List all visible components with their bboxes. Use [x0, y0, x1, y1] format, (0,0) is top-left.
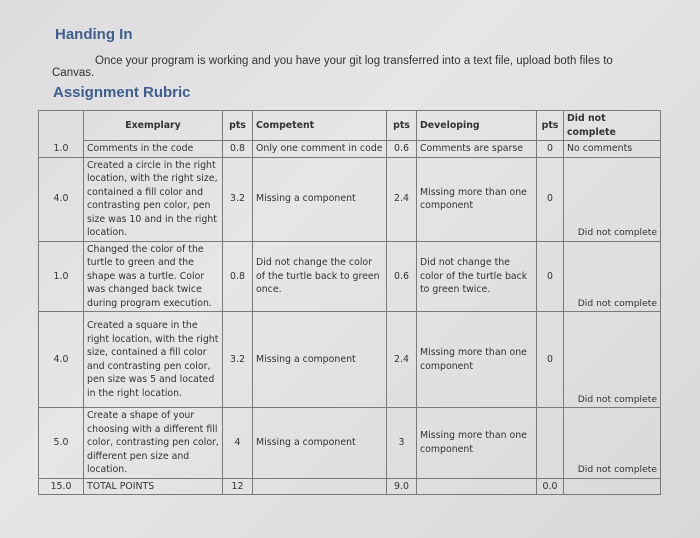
row5-not-complete: Did not complete	[564, 408, 661, 479]
handing-in-text-line2: Canvas.	[52, 67, 95, 79]
row5-competent: Missing a component	[253, 408, 387, 479]
rubric-row-2	[39, 157, 661, 241]
row2-exemplary: Created a circle in the right location, with the right size, contained a fill color and contrasting pen color, pen size was 10 and in the right location.	[84, 157, 223, 241]
row4-not-pts: 0	[537, 312, 564, 408]
row2-competent-pts: 3.2	[223, 157, 253, 241]
row1-competent: Only one comment in code	[253, 141, 387, 158]
row2-developing: Missing more than one component	[417, 157, 537, 241]
row5-developing: Missing more than one component	[417, 408, 537, 479]
row5-exemplary: Create a shape of your choosing with a different fill color, contrasting pen color, different pen size and location.	[84, 408, 223, 479]
total-not-pts: 0.0	[537, 478, 564, 495]
row2-competent: Missing a component	[253, 157, 387, 241]
header-exemplary: Exemplary	[84, 111, 223, 141]
row5-competent-pts: 4	[223, 408, 253, 479]
row1-points: 1.0	[39, 111, 84, 158]
row1-competent-pts: 0.8	[223, 141, 253, 158]
rubric-heading: Assignment Rubric	[53, 84, 191, 101]
rubric-total-row	[39, 478, 661, 495]
row2-points: 4.0	[39, 157, 84, 241]
row1-exemplary: Comments in the code	[84, 141, 223, 158]
row4-not-complete: Did not complete	[564, 312, 661, 408]
rubric-row-5	[39, 408, 661, 479]
header-pts-developing: pts	[387, 111, 417, 141]
row1-developing: Comments are sparse	[417, 141, 537, 158]
total-developing-pts: 9.0	[387, 478, 417, 495]
row5-not-pts	[537, 408, 564, 479]
row2-developing-pts: 2.4	[387, 157, 417, 241]
total-competent-pts: 12	[223, 478, 253, 495]
row3-competent: Did not change the color of the turtle back to green once.	[253, 241, 387, 312]
header-pts-not: pts	[537, 111, 564, 141]
row1-not-complete: No comments	[564, 141, 661, 158]
row4-competent: Missing a component	[253, 312, 387, 408]
row3-points: 1.0	[39, 241, 84, 312]
rubric-header-row	[39, 111, 661, 141]
row4-developing-pts: 2.4	[387, 312, 417, 408]
total-competent-blank	[253, 478, 387, 495]
handing-in-text-line1: Once your program is working and you have your git log transferred into a text file, upload both files to	[95, 55, 613, 67]
header-not-complete: Did not complete	[564, 111, 661, 141]
row3-not-complete: Did not complete	[564, 241, 661, 312]
row3-developing: Did not change the color of the turtle back to green twice.	[417, 241, 537, 312]
header-developing: Developing	[417, 111, 537, 141]
rubric-row-1	[39, 141, 661, 158]
row1-developing-pts: 0.6	[387, 141, 417, 158]
row2-not-pts: 0	[537, 157, 564, 241]
row5-points: 5.0	[39, 408, 84, 479]
row2-not-complete: Did not complete	[564, 157, 661, 241]
total-developing-blank	[417, 478, 537, 495]
total-not-blank	[564, 478, 661, 495]
row3-developing-pts: 0.6	[387, 241, 417, 312]
row4-points: 4.0	[39, 312, 84, 408]
row3-exemplary: Changed the color of the turtle to green and the shape was a turtle. Color was changed back twice during program execution.	[84, 241, 223, 312]
row3-competent-pts: 0.8	[223, 241, 253, 312]
rubric-row-3	[39, 241, 661, 312]
total-points: 15.0	[39, 478, 84, 495]
header-pts-competent: pts	[223, 111, 253, 141]
total-label: TOTAL POINTS	[84, 478, 223, 495]
row1-not-pts: 0	[537, 141, 564, 158]
row4-exemplary: Created a square in the right location, with the right size, contained a fill color and contrasting pen color, pen size was 5 and located in the right location.	[84, 312, 223, 408]
rubric-table	[38, 110, 661, 495]
header-competent: Competent	[253, 111, 387, 141]
row4-developing: Missing more than one component	[417, 312, 537, 408]
row3-not-pts: 0	[537, 241, 564, 312]
handing-in-heading: Handing In	[55, 26, 133, 43]
row5-developing-pts: 3	[387, 408, 417, 479]
rubric-row-4	[39, 312, 661, 408]
row4-competent-pts: 3.2	[223, 312, 253, 408]
